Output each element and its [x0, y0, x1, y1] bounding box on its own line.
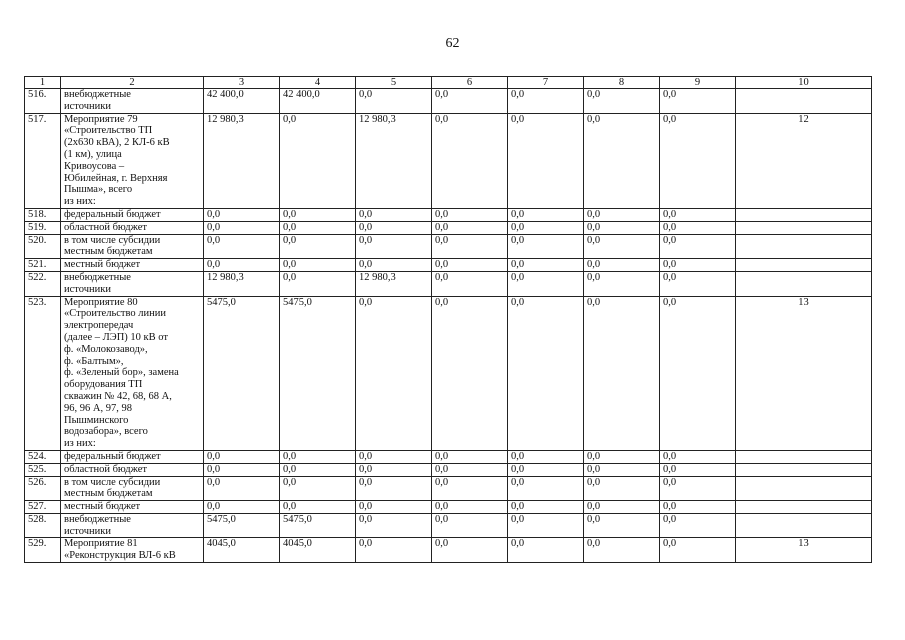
- column-header: 5: [356, 77, 432, 89]
- value-cell: 0,0: [584, 538, 660, 563]
- table-row: [25, 208, 872, 221]
- value-cell: 0,0: [508, 450, 584, 463]
- value-cell: 0,0: [356, 538, 432, 563]
- value-cell: 0,0: [280, 450, 356, 463]
- value-cell: 0,0: [432, 296, 508, 450]
- value-cell: 4045,0: [204, 538, 280, 563]
- column-10-cell: 13: [736, 538, 872, 563]
- row-name-cell: Мероприятие 80 «Строительство линии электропередач (далее – ЛЭП) 10 кВ от ф. «Молокозавод», ф. «Балтым», ф. «Зеленый бор», замена оборудования ТП скважин № 42, 68, 68 А, 96, 96 А, 97, 98 Пышминского водозабора», всего из них:: [61, 296, 204, 450]
- value-cell: 0,0: [432, 501, 508, 514]
- value-cell: 0,0: [280, 271, 356, 296]
- value-cell: 0,0: [508, 296, 584, 450]
- value-cell: 0,0: [432, 513, 508, 538]
- value-cell: 0,0: [204, 221, 280, 234]
- value-cell: 5475,0: [204, 296, 280, 450]
- row-number-cell: 519.: [25, 221, 61, 234]
- value-cell: 0,0: [584, 463, 660, 476]
- value-cell: 0,0: [508, 259, 584, 272]
- value-cell: 0,0: [584, 513, 660, 538]
- row-number-cell: 520.: [25, 234, 61, 259]
- value-cell: 42 400,0: [204, 89, 280, 114]
- value-cell: 0,0: [660, 513, 736, 538]
- column-10-cell: [736, 208, 872, 221]
- row-name-cell: Мероприятие 81 «Реконструкция ВЛ-6 кВ: [61, 538, 204, 563]
- value-cell: 0,0: [432, 450, 508, 463]
- value-cell: 0,0: [584, 296, 660, 450]
- value-cell: 0,0: [508, 513, 584, 538]
- value-cell: 0,0: [356, 476, 432, 501]
- value-cell: 0,0: [280, 113, 356, 208]
- row-number-cell: 526.: [25, 476, 61, 501]
- column-header: 2: [61, 77, 204, 89]
- value-cell: 0,0: [432, 221, 508, 234]
- table-row: [25, 501, 872, 514]
- value-cell: 0,0: [432, 271, 508, 296]
- value-cell: 0,0: [508, 271, 584, 296]
- value-cell: 0,0: [508, 538, 584, 563]
- value-cell: 5475,0: [204, 513, 280, 538]
- column-10-cell: [736, 476, 872, 501]
- value-cell: 0,0: [356, 259, 432, 272]
- value-cell: 0,0: [660, 463, 736, 476]
- value-cell: 0,0: [584, 476, 660, 501]
- value-cell: 5475,0: [280, 513, 356, 538]
- value-cell: 0,0: [660, 208, 736, 221]
- page-number: 62: [445, 36, 460, 51]
- value-cell: 0,0: [584, 234, 660, 259]
- value-cell: 0,0: [660, 296, 736, 450]
- column-10-cell: 13: [736, 296, 872, 450]
- value-cell: 0,0: [204, 208, 280, 221]
- value-cell: 0,0: [280, 208, 356, 221]
- column-header: 6: [432, 77, 508, 89]
- row-number-cell: 518.: [25, 208, 61, 221]
- row-name-cell: областной бюджет: [61, 463, 204, 476]
- value-cell: 4045,0: [280, 538, 356, 563]
- row-name-cell: Мероприятие 79 «Строительство ТП (2х630 кВА), 2 КЛ-6 кВ (1 км), улица Кривоусова – Юбилейная, г. Верхняя Пышма», всего из них:: [61, 113, 204, 208]
- value-cell: 0,0: [584, 113, 660, 208]
- value-cell: 0,0: [356, 513, 432, 538]
- table-row: [25, 234, 872, 259]
- value-cell: 0,0: [660, 234, 736, 259]
- row-name-cell: федеральный бюджет: [61, 208, 204, 221]
- row-number-cell: 517.: [25, 113, 61, 208]
- value-cell: 0,0: [508, 501, 584, 514]
- column-10-cell: [736, 271, 872, 296]
- row-number-cell: 521.: [25, 259, 61, 272]
- table-row: [25, 271, 872, 296]
- value-cell: 0,0: [584, 271, 660, 296]
- column-10-cell: [736, 463, 872, 476]
- table-row: [25, 296, 872, 450]
- value-cell: 0,0: [584, 501, 660, 514]
- value-cell: 0,0: [356, 221, 432, 234]
- value-cell: 0,0: [432, 89, 508, 114]
- row-number-cell: 529.: [25, 538, 61, 563]
- table-row: [25, 89, 872, 114]
- value-cell: 0,0: [280, 476, 356, 501]
- column-header: 10: [736, 77, 872, 89]
- value-cell: 0,0: [280, 221, 356, 234]
- value-cell: 0,0: [356, 234, 432, 259]
- value-cell: 5475,0: [280, 296, 356, 450]
- value-cell: 0,0: [660, 113, 736, 208]
- value-cell: 0,0: [660, 501, 736, 514]
- value-cell: 0,0: [508, 221, 584, 234]
- value-cell: 0,0: [356, 296, 432, 450]
- value-cell: 0,0: [660, 271, 736, 296]
- column-header: 8: [584, 77, 660, 89]
- value-cell: 42 400,0: [280, 89, 356, 114]
- value-cell: 12 980,3: [356, 113, 432, 208]
- value-cell: 0,0: [204, 501, 280, 514]
- budget-table: [24, 76, 872, 563]
- row-number-cell: 527.: [25, 501, 61, 514]
- column-10-cell: [736, 89, 872, 114]
- table-row: [25, 463, 872, 476]
- column-10-cell: [736, 234, 872, 259]
- row-name-cell: областной бюджет: [61, 221, 204, 234]
- value-cell: 0,0: [508, 113, 584, 208]
- value-cell: 12 980,3: [356, 271, 432, 296]
- table-row: [25, 113, 872, 208]
- row-name-cell: в том числе субсидии местным бюджетам: [61, 476, 204, 501]
- value-cell: 0,0: [204, 450, 280, 463]
- value-cell: 0,0: [432, 113, 508, 208]
- row-name-cell: внебюджетные источники: [61, 513, 204, 538]
- value-cell: 0,0: [508, 463, 584, 476]
- row-number-cell: 524.: [25, 450, 61, 463]
- value-cell: 0,0: [508, 476, 584, 501]
- row-number-cell: 523.: [25, 296, 61, 450]
- column-10-cell: [736, 501, 872, 514]
- column-10-cell: [736, 259, 872, 272]
- value-cell: 0,0: [660, 476, 736, 501]
- row-number-cell: 522.: [25, 271, 61, 296]
- column-10-cell: [736, 221, 872, 234]
- row-name-cell: местный бюджет: [61, 259, 204, 272]
- value-cell: 0,0: [432, 259, 508, 272]
- value-cell: 0,0: [508, 89, 584, 114]
- row-number-cell: 525.: [25, 463, 61, 476]
- value-cell: 0,0: [584, 221, 660, 234]
- column-10-cell: 12: [736, 113, 872, 208]
- value-cell: 0,0: [432, 538, 508, 563]
- value-cell: 0,0: [432, 234, 508, 259]
- value-cell: 0,0: [432, 208, 508, 221]
- value-cell: 0,0: [584, 208, 660, 221]
- value-cell: 0,0: [660, 89, 736, 114]
- value-cell: 0,0: [204, 234, 280, 259]
- column-header: 3: [204, 77, 280, 89]
- value-cell: 0,0: [204, 463, 280, 476]
- value-cell: 0,0: [280, 234, 356, 259]
- row-name-cell: местный бюджет: [61, 501, 204, 514]
- value-cell: 0,0: [432, 463, 508, 476]
- row-name-cell: внебюджетные источники: [61, 89, 204, 114]
- value-cell: 12 980,3: [204, 271, 280, 296]
- row-name-cell: в том числе субсидии местным бюджетам: [61, 234, 204, 259]
- value-cell: 0,0: [356, 501, 432, 514]
- value-cell: 0,0: [584, 450, 660, 463]
- value-cell: 0,0: [660, 259, 736, 272]
- table-row: [25, 538, 872, 563]
- value-cell: 0,0: [280, 501, 356, 514]
- value-cell: 0,0: [356, 463, 432, 476]
- value-cell: 0,0: [356, 89, 432, 114]
- value-cell: 0,0: [660, 450, 736, 463]
- value-cell: 0,0: [660, 221, 736, 234]
- value-cell: 0,0: [432, 476, 508, 501]
- value-cell: 0,0: [280, 259, 356, 272]
- column-header: 4: [280, 77, 356, 89]
- row-number-cell: 528.: [25, 513, 61, 538]
- table-header-row: [25, 77, 872, 89]
- value-cell: 0,0: [280, 463, 356, 476]
- value-cell: 0,0: [356, 450, 432, 463]
- row-name-cell: федеральный бюджет: [61, 450, 204, 463]
- value-cell: 0,0: [584, 259, 660, 272]
- table-row: [25, 221, 872, 234]
- value-cell: 0,0: [584, 89, 660, 114]
- row-name-cell: внебюджетные источники: [61, 271, 204, 296]
- value-cell: 0,0: [660, 538, 736, 563]
- column-10-cell: [736, 450, 872, 463]
- column-header: 7: [508, 77, 584, 89]
- value-cell: 12 980,3: [204, 113, 280, 208]
- value-cell: 0,0: [508, 208, 584, 221]
- column-header: 1: [25, 77, 61, 89]
- table-row: [25, 513, 872, 538]
- value-cell: 0,0: [356, 208, 432, 221]
- table-row: [25, 259, 872, 272]
- table-row: [25, 450, 872, 463]
- column-header: 9: [660, 77, 736, 89]
- column-10-cell: [736, 513, 872, 538]
- value-cell: 0,0: [508, 234, 584, 259]
- row-number-cell: 516.: [25, 89, 61, 114]
- table-row: [25, 476, 872, 501]
- value-cell: 0,0: [204, 259, 280, 272]
- value-cell: 0,0: [204, 476, 280, 501]
